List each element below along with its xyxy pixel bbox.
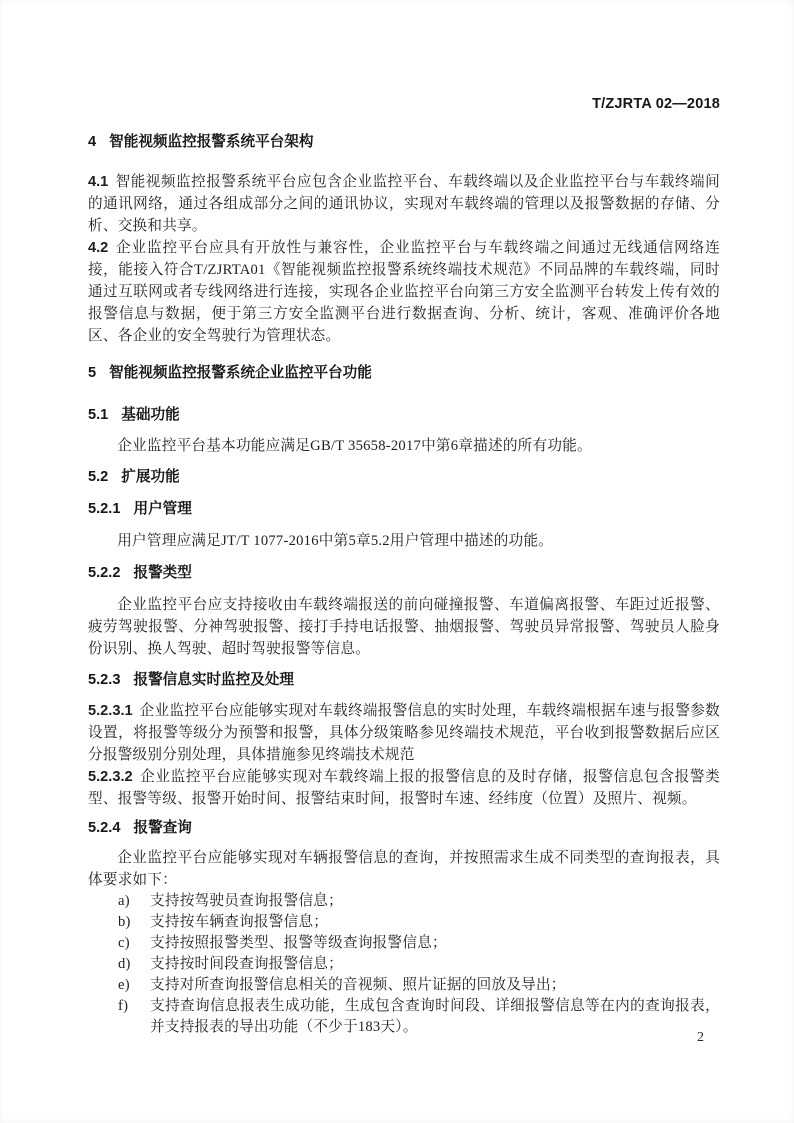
list-item-text: 支持对所查询报警信息相关的音视频、照片证据的回放及导出； — [150, 977, 566, 993]
clause-4-1-paragraph — [88, 171, 720, 237]
list-item-marker: d) — [118, 956, 131, 972]
clause-5-2-1-title: 用户管理 — [133, 501, 192, 517]
list-item — [88, 933, 720, 954]
clause-4-2-paragraph — [88, 237, 720, 347]
clause-5-2-4-title: 报警查询 — [133, 820, 192, 836]
clause-4-title: 智能视频监控报警系统平台架构 — [109, 134, 314, 150]
clause-5-2-1-body: 用户管理应满足JT/T 1077-2016中第5章5.2用户管理中描述的功能。 — [117, 533, 554, 549]
list-item — [88, 954, 720, 975]
clause-5-2-3-number: 5.2.3 — [88, 672, 121, 688]
clause-5-1-body: 企业监控平台基本功能应满足GB/T 35658-2017中第6章描述的所有功能。 — [117, 438, 592, 454]
list-item-text: 支持按时间段查询报警信息； — [150, 956, 343, 972]
list-item-marker: e) — [118, 977, 130, 993]
clause-4-1-text: 智能视频监控报警系统平台应包含企业监控平台、车载终端以及企业监控平台与车载终端间的通讯网络，通过各组成部分之间的通讯协议，实现对车载终端的管理以及报警数据的存储、分析、交换和共享。 — [88, 174, 720, 234]
clause-5-2-3-2-text: 企业监控平台应能够实现对车载终端上报的报警信息的及时存储，报警信息包含报警类型、报警等级、报警开始时间、报警结束时间，报警时车速、经纬度（位置）及照片、视频。 — [88, 769, 720, 807]
clause-4-2-text: 企业监控平台应具有开放性与兼容性，企业监控平台与车载终端之间通过无线通信网络连接，能接入符合T/ZJRTA01《智能视频监控报警系统终端技术规范》不同品牌的车载终端，同时通过互联网或者专线网络进行连接，实现各企业监控平台向第三方安全监测平台转发上传有效的报警信息与数据，便于第三方安全监测平台进行数据查询、分析、统计，客观、准确评价各地区、各企业的安全驾驶行为管理状态。 — [88, 240, 720, 344]
list-item-marker: b) — [118, 914, 131, 930]
clause-5-2-title: 扩展功能 — [121, 469, 180, 485]
clause-5-2-3-2-number: 5.2.3.2 — [88, 769, 133, 785]
clause-5-2-3-heading — [88, 669, 720, 691]
list-item — [88, 891, 720, 912]
clause-5-2-number: 5.2 — [88, 469, 109, 485]
clause-5-2-3-title: 报警信息实时监控及处理 — [133, 672, 295, 688]
clause-5-2-4-heading — [88, 817, 720, 839]
page-content — [88, 93, 720, 1038]
clause-5-2-2-number: 5.2.2 — [88, 565, 121, 581]
header-doc-code: T/ZJRTA 02—2018 — [592, 96, 720, 112]
clause-5-2-2-title: 报警类型 — [133, 565, 192, 581]
clause-5-2-4-number: 5.2.4 — [88, 820, 121, 836]
list-item — [88, 996, 720, 1038]
clause-5-1-number: 5.1 — [88, 407, 109, 423]
clause-5-2-1-heading — [88, 498, 720, 520]
clause-4-heading — [88, 131, 720, 153]
list-item-text: 支持按驾驶员查询报警信息； — [150, 893, 343, 909]
clause-4-2-number: 4.2 — [88, 240, 109, 256]
clause-5-2-4-body: 企业监控平台应能够实现对车辆报警信息的查询，并按照需求生成不同类型的查询报表，具体要求如下： — [88, 850, 720, 888]
page-number: 2 — [697, 1030, 704, 1045]
list-item-marker: c) — [118, 935, 130, 951]
clause-4-number: 4 — [88, 134, 97, 150]
clause-5-2-1-number: 5.2.1 — [88, 501, 121, 517]
clause-4-1-number: 4.1 — [88, 174, 109, 190]
clause-5-2-3-1-paragraph — [88, 700, 720, 766]
clause-5-1-heading — [88, 404, 720, 426]
clause-5-1-title: 基础功能 — [121, 407, 180, 423]
clause-5-title: 智能视频监控报警系统企业监控平台功能 — [109, 365, 372, 381]
list-item-text: 支持按照报警类型、报警等级查询报警信息； — [150, 935, 447, 951]
clause-5-heading — [88, 362, 720, 384]
clause-5-2-3-1-number: 5.2.3.1 — [88, 703, 133, 719]
clause-5-number: 5 — [88, 365, 97, 381]
clause-5-2-2-body: 企业监控平台应支持接收由车载终端报送的前向碰撞报警、车道偏离报警、车距过近报警、疲劳驾驶报警、分神驾驶报警、接打手持电话报警、抽烟报警、驾驶员异常报警、驾驶员人脸身份识别、换人驾驶、超时驾驶报警等信息。 — [88, 597, 720, 657]
list-item — [88, 912, 720, 933]
clause-5-2-2-heading — [88, 562, 720, 584]
list-item-text: 支持按车辆查询报警信息； — [150, 914, 329, 930]
clause-5-2-3-2-paragraph — [88, 766, 720, 810]
list-item-marker: a) — [118, 893, 130, 909]
list-item — [88, 975, 720, 996]
list-item-text: 支持查询信息报表生成功能，生成包含查询时间段、详细报警信息等在内的查询报表，并支持报表的导出功能（不少于183天）。 — [150, 998, 720, 1035]
clause-5-2-4-list — [88, 891, 720, 1038]
list-item-marker: f) — [118, 998, 129, 1014]
clause-5-2-3-1-text: 企业监控平台应能够实现对车载终端报警信息的实时处理，车载终端根据车速与报警参数设置，将报警等级分为预警和报警，具体分级策略参见终端技术规范，平台收到报警数据后应区分报警级别分别处理，具体措施参见终端技术规范 — [88, 703, 720, 763]
clause-5-2-heading — [88, 466, 720, 488]
